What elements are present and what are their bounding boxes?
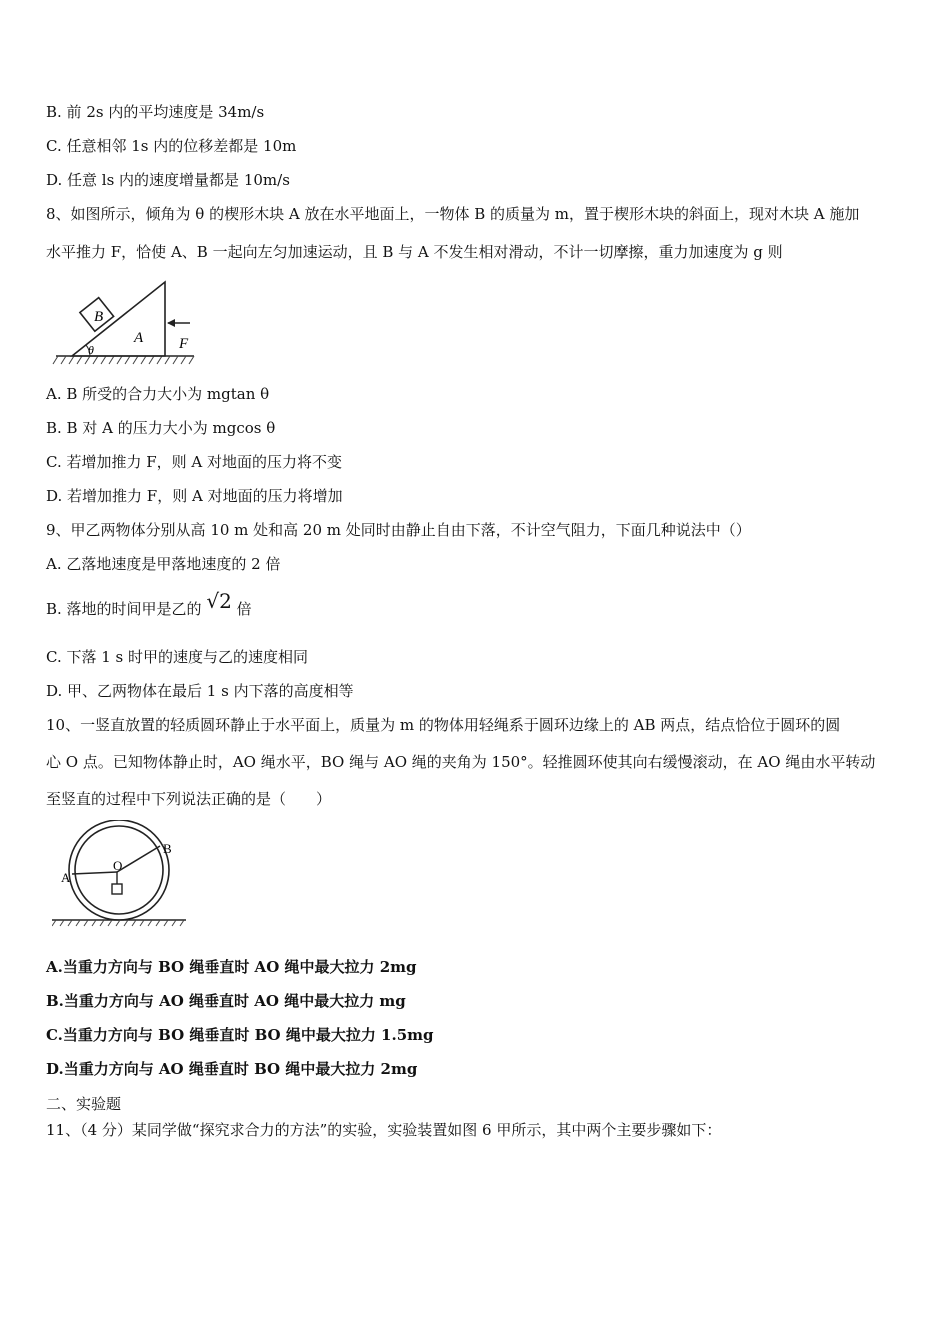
q11-stem: 11、（4 分）某同学做“探究求合力的方法”的实验，实验装置如图 6 甲所示，其中两个主要步骤如下：	[46, 1121, 722, 1139]
q9-option-b-text: B. 落地的时间甲是乙的	[46, 600, 202, 618]
q8-option-c: C. 若增加推力 F，则 A 对地面的压力将不变	[46, 453, 343, 471]
q8-option-d: D. 若增加推力 F，则 A 对地面的压力将增加	[46, 487, 343, 505]
q8-option-a: A. B 所受的合力大小为 mgtan θ	[46, 385, 270, 403]
q10-label-o: O	[113, 858, 123, 873]
q10-stem-line1: 10、一竖直放置的轻质圆环静止于水平面上，质量为 m 的物体用轻绳系于圆环边缘上的 AB 两点，结点恰位于圆环的圆	[46, 716, 841, 734]
q10-ring-figure	[52, 820, 192, 930]
q10-stem-line3: 至竖直的过程中下列说法正确的是（ ）	[46, 790, 332, 808]
section-heading-experiment: 二、实验题	[46, 1095, 122, 1113]
q8-label-a: A	[134, 330, 144, 346]
q10-stem-line2: 心 O 点。已知物体静止时，AO 绳水平，BO 绳与 AO 绳的夹角为 150°。轻推圆环使其向右缓慢滚动，在 AO 绳由水平转动	[46, 753, 876, 771]
q7-option-b: B. 前 2s 内的平均速度是 34m/s	[46, 103, 265, 121]
q9-option-b-suffix: 倍	[236, 600, 252, 618]
q8-stem-line2: 水平推力 F，恰使 A、B 一起向左匀加速运动，且 B 与 A 不发生相对滑动，不计一切摩擦，重力加速度为 g 则	[46, 243, 783, 261]
q8-stem-line1: 8、如图所示，倾角为 θ 的楔形木块 A 放在水平地面上，一物体 B 的质量为 m，置于楔形木块的斜面上，现对木块 A 施加	[46, 205, 860, 223]
q7-option-d: D. 任意 ls 内的速度增量都是 10m/s	[46, 171, 290, 189]
q9-stem: 9、甲乙两物体分别从高 10 m 处和高 20 m 处同时由静止自由下落，不计空气阻力，下面几种说法中（）	[46, 521, 751, 539]
q8-label-b: B	[94, 309, 104, 325]
q10-option-b: B.当重力方向与 AO 绳垂直时 AO 绳中最大拉力 mg	[46, 992, 406, 1010]
q10-option-d: D.当重力方向与 AO 绳垂直时 BO 绳中最大拉力 2mg	[46, 1060, 418, 1078]
q8-label-theta: θ	[88, 343, 94, 357]
q9-option-b	[46, 589, 252, 624]
q9-option-c: C. 下落 1 s 时甲的速度与乙的速度相同	[46, 648, 309, 666]
q8-option-b: B. B 对 A 的压力大小为 mgcos θ	[46, 419, 276, 437]
q9-option-a: A. 乙落地速度是甲落地速度的 2 倍	[46, 555, 281, 573]
q9-option-d: D. 甲、乙两物体在最后 1 s 内下落的高度相等	[46, 682, 354, 700]
q10-option-a: A.当重力方向与 BO 绳垂直时 AO 绳中最大拉力 2mg	[46, 958, 417, 976]
q10-label-b: B	[163, 841, 172, 856]
q7-option-c: C. 任意相邻 1s 内的位移差都是 10m	[46, 137, 297, 155]
q8-wedge-figure	[50, 276, 200, 370]
q8-label-f: F	[179, 336, 189, 352]
q10-label-a: A	[61, 870, 71, 885]
q10-option-c: C.当重力方向与 BO 绳垂直时 BO 绳中最大拉力 1.5mg	[46, 1026, 434, 1044]
q9-sqrt: √2	[206, 589, 232, 613]
